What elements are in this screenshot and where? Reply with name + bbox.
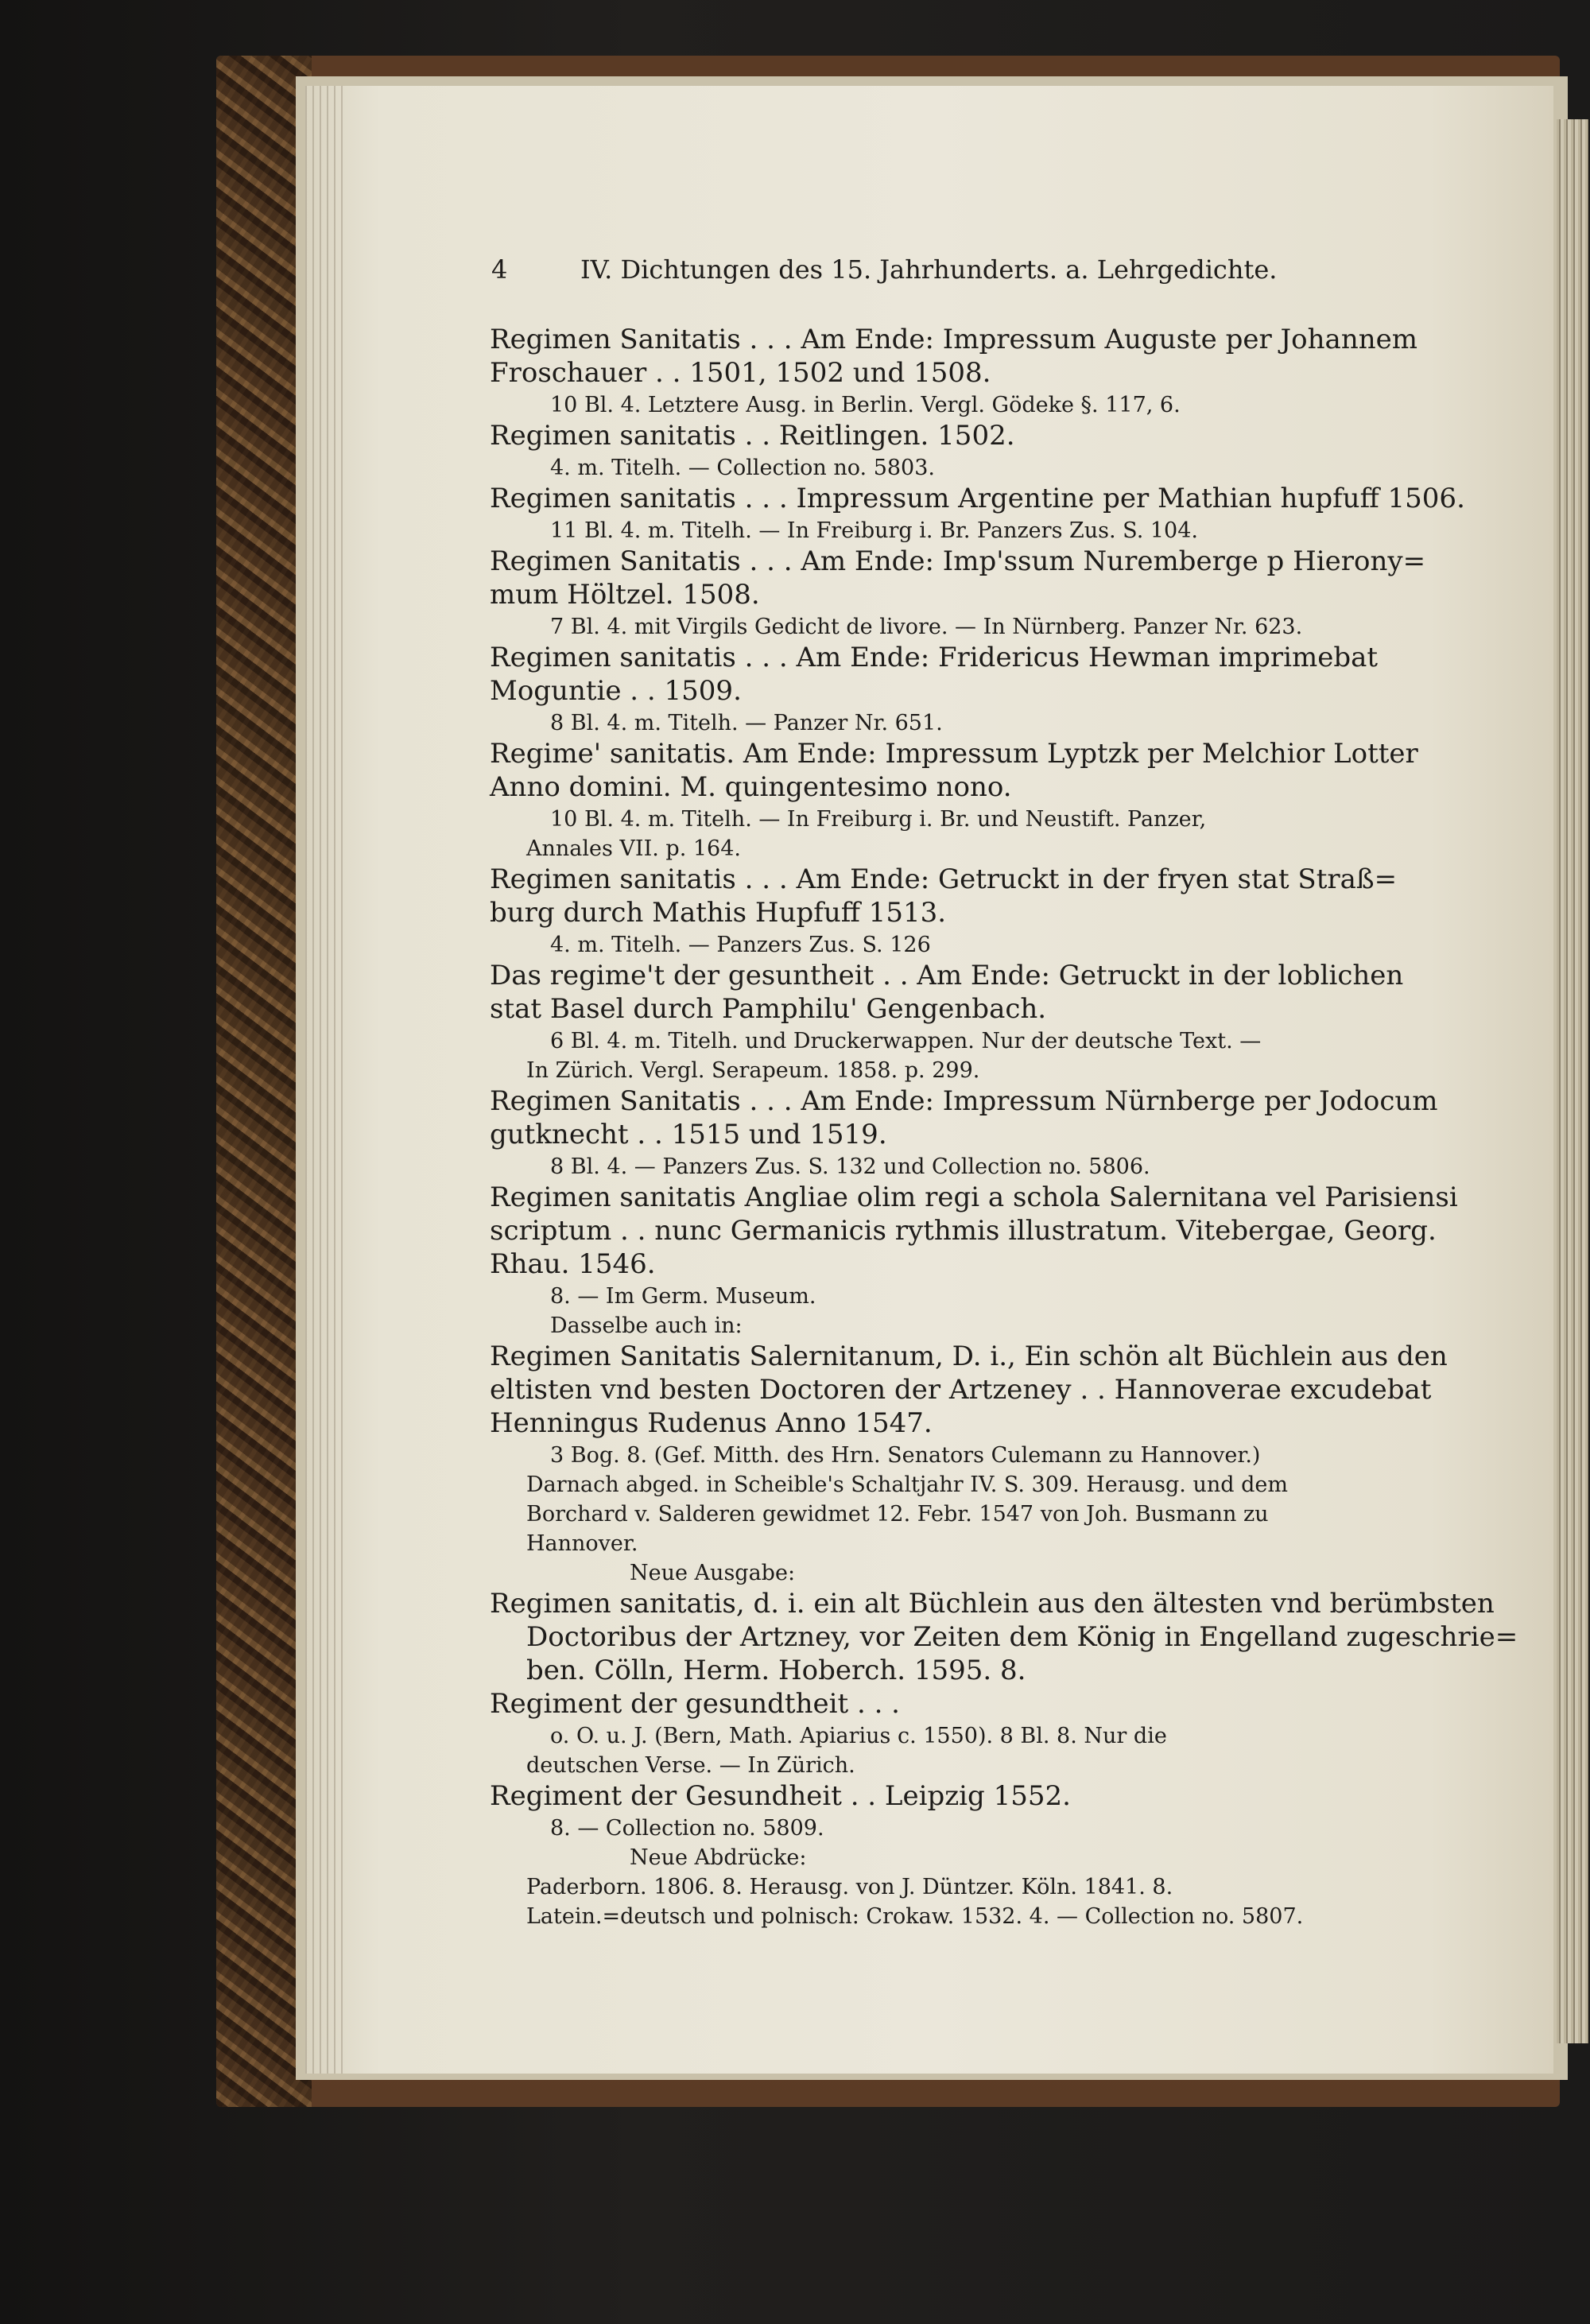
entry-line: Regimen Sanitatis . . . Am Ende: Impressum Nürnberge per Jodocum — [490, 1085, 1438, 1117]
entry-line: Rhau. 1546. — [490, 1248, 656, 1280]
entry-line: Regime' sanitatis. Am Ende: Impressum Lyptzk per Melchior Lotter — [490, 738, 1418, 770]
note-line: 8 Bl. 4. — Panzers Zus. S. 132 und Collection no. 5806. — [550, 1154, 1150, 1179]
note-line: o. O. u. J. (Bern, Math. Apiarius c. 1550). 8 Bl. 8. Nur die — [550, 1724, 1167, 1748]
note-line: Hannover. — [526, 1531, 638, 1556]
entry-line: eltisten vnd besten Doctoren der Artzeney . . Hannoverae excudebat — [490, 1374, 1432, 1406]
note-line: Paderborn. 1806. 8. Herausg. von J. Düntzer. Köln. 1841. 8. — [526, 1875, 1173, 1899]
book-page — [305, 86, 1553, 2074]
entry-line: Froschauer . . 1501, 1502 und 1508. — [490, 357, 991, 389]
entry-line: Henningus Rudenus Anno 1547. — [490, 1407, 933, 1439]
note-line: 6 Bl. 4. m. Titelh. und Druckerwappen. Nur der deutsche Text. — — [550, 1029, 1262, 1053]
page-number: 4 — [491, 254, 508, 285]
section-label: Neue Ausgabe: — [630, 1561, 796, 1585]
entry-line: gutknecht . . 1515 und 1519. — [490, 1119, 887, 1150]
running-head: IV. Dichtungen des 15. Jahrhunderts. a. Lehrgedichte. — [580, 254, 1278, 285]
entry-line: Doctoribus der Artzney, vor Zeiten dem König in Engelland zugeschrie= — [526, 1621, 1518, 1653]
note-line: Annales VII. p. 164. — [526, 836, 741, 861]
entry-line: Regimen sanitatis . . Reitlingen. 1502. — [490, 420, 1015, 452]
entry-line: Regimen Sanitatis Salernitanum, D. i., Ein schön alt Büchlein aus den — [490, 1340, 1448, 1372]
note-line: 8. — Collection no. 5809. — [550, 1816, 824, 1841]
bibliography-text — [490, 324, 1518, 1932]
page-edges — [1557, 119, 1588, 2043]
entry-line: Das regime't der gesuntheit . . Am Ende: Getruckt in der loblichen — [490, 960, 1404, 991]
note-line: 10 Bl. 4. m. Titelh. — In Freiburg i. Br. und Neustift. Panzer, — [550, 807, 1207, 832]
note-line: Borchard v. Salderen gewidmet 12. Febr. 1547 von Joh. Busmann zu — [526, 1502, 1269, 1527]
entry-line: burg durch Mathis Hupfuff 1513. — [490, 897, 947, 929]
note-line: 8 Bl. 4. m. Titelh. — Panzer Nr. 651. — [550, 711, 943, 735]
entry-line: Regiment der Gesundheit . . Leipzig 1552. — [490, 1780, 1071, 1812]
entry-line: Regimen sanitatis, d. i. ein alt Büchlein aus den ältesten vnd berümbsten — [490, 1588, 1495, 1620]
note-line: 3 Bog. 8. (Gef. Mitth. des Hrn. Senators Culemann zu Hannover.) — [550, 1443, 1261, 1468]
entry-line: mum Höltzel. 1508. — [490, 579, 760, 611]
page-gutter — [305, 86, 345, 2074]
entry-line: Moguntie . . 1509. — [490, 675, 742, 707]
note-line: 10 Bl. 4. Letztere Ausg. in Berlin. Vergl. Gödeke §. 117, 6. — [550, 393, 1181, 417]
section-label: Neue Abdrücke: — [630, 1845, 807, 1870]
entry-line: Regimen sanitatis . . . Am Ende: Fridericus Hewman imprimebat — [490, 642, 1379, 673]
note-line: 4. m. Titelh. — Panzers Zus. S. 126 — [550, 933, 931, 957]
entry-line: Anno domini. M. quingentesimo nono. — [490, 771, 1012, 803]
entry-line: Regimen sanitatis Angliae olim regi a schola Salernitana vel Parisiensi — [490, 1181, 1458, 1213]
entry-line: Regimen Sanitatis . . . Am Ende: Imp'ssum Nuremberge p Hierony= — [490, 545, 1426, 577]
entry-line: Regiment der gesundtheit . . . — [490, 1688, 900, 1720]
entry-line: scriptum . . nunc Germanicis rythmis illustratum. Vitebergae, Georg. — [490, 1215, 1437, 1247]
entry-line: Regimen sanitatis . . . Impressum Argentine per Mathian hupfuff 1506. — [490, 483, 1465, 514]
note-line: 7 Bl. 4. mit Virgils Gedicht de livore. — In Nürnberg. Panzer Nr. 623. — [550, 615, 1303, 639]
entry-line: stat Basel durch Pamphilu' Gengenbach. — [490, 993, 1047, 1025]
note-line: Darnach abged. in Scheible's Schaltjahr IV. S. 309. Herausg. und dem — [526, 1472, 1288, 1497]
entry-line: ben. Cölln, Herm. Hoberch. 1595. 8. — [526, 1655, 1026, 1686]
note-line: 8. — Im Germ. Museum. — [550, 1284, 816, 1309]
note-line: Dasselbe auch in: — [550, 1313, 743, 1338]
entry-line: Regimen Sanitatis . . . Am Ende: Impressum Auguste per Johannem — [490, 324, 1417, 355]
note-line: deutschen Verse. — In Zürich. — [526, 1753, 855, 1778]
note-line: Latein.=deutsch und polnisch: Crokaw. 1532. 4. — Collection no. 5807. — [526, 1904, 1304, 1929]
note-line: In Zürich. Vergl. Serapeum. 1858. p. 299. — [526, 1058, 980, 1083]
note-line: 11 Bl. 4. m. Titelh. — In Freiburg i. Br. Panzers Zus. S. 104. — [550, 518, 1198, 543]
entry-line: Regimen sanitatis . . . Am Ende: Getruckt in der fryen stat Straß= — [490, 863, 1398, 895]
note-line: 4. m. Titelh. — Collection no. 5803. — [550, 456, 935, 480]
